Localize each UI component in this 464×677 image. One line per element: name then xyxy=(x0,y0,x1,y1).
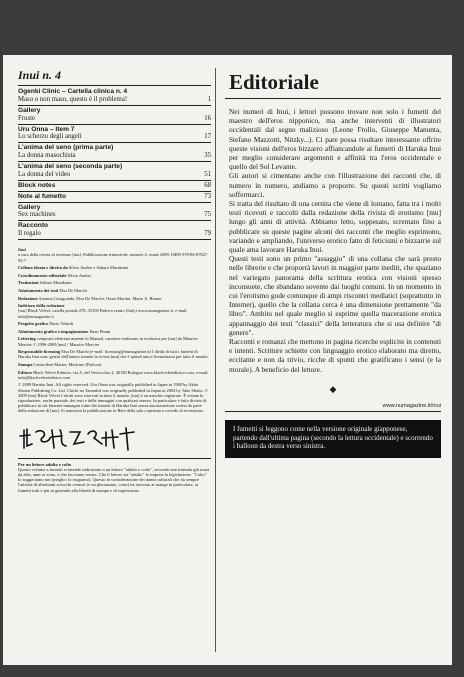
reader-notice-title: Per un lettore adulto e colto xyxy=(18,461,72,467)
toc-entry xyxy=(18,162,211,181)
toc-entry xyxy=(18,192,211,203)
credit-label: Redazione xyxy=(18,295,38,301)
editorial-paragraph: Questi testi sono un primo "assaggio" di una collana che sarà presto nelle librerie e che proporrà lavori in maggior parte inediti, che spaziano nel variegato panorama della scrittura erotica con visioni spesso inconsuete, che sbandano sovente dai luoghi comuni. In un momento in cui l'erotismo gode comunque di ampi riscontri mediatici (soprattutto in Internet), quello che la collana cerca è una dimensione prettamente "da libro". Ambito nel quale meglio si esprime quella macerazione erotica appannaggio dei testi "classici" della letteratura che si usa definire "di genere". xyxy=(229,254,441,337)
credit-value: [mu] Black Velvet, casella postale 278, 35100 Padova centro (Italy) www.numagazine.it, e-mail: info@numagazine.it xyxy=(18,308,188,319)
credit-value: Black Velvet Editrice, via A. del Verrocchio 4, 40138 Bologna www.blackveleteditrice.com, e-mail: info@blackvelvetedtrice.com xyxy=(18,369,209,380)
toc-section: L'anima del seno (seconda parte) xyxy=(18,163,123,171)
credit-value: Arianna Casagrande, Elsa De Marchi, Omar Martini, Mario A. Rumor xyxy=(38,295,162,301)
toc-page-number: 68 xyxy=(204,181,211,189)
toc-page-number: 35 xyxy=(204,152,211,160)
toc-row xyxy=(18,133,211,141)
credit-value: Dario Velardi xyxy=(49,321,74,327)
editorial-paragraph: Gli autori si cimentano anche con l'illustrazione dei racconti che, di numero in numero, andiamo a proporre. Su questi scritti vogliamo soffermarci. xyxy=(229,171,441,199)
author-signature xyxy=(18,424,211,454)
credit-label: Stampa xyxy=(18,361,33,367)
reading-direction-notice: I fumetti si leggono come nella versione originale giapponese, partendo dall'ultima pagina (secondo la lettura occidentale) e scorrendo i balloon da destra verso sinistra. xyxy=(225,420,441,458)
table-of-contents xyxy=(18,87,211,240)
toc-title: La donna masochista xyxy=(18,152,76,160)
toc-section xyxy=(18,182,211,190)
toc-section xyxy=(18,193,211,201)
page xyxy=(3,55,452,665)
toc-title: Fruste xyxy=(18,114,35,122)
toc-page-number: 73 xyxy=(204,192,211,200)
toc-section-label: Note al fumetto xyxy=(18,192,66,200)
right-column xyxy=(225,68,441,458)
toc-section-label: Block notes xyxy=(18,181,56,189)
credit-label: Editore xyxy=(18,369,33,375)
toc-entry xyxy=(18,221,211,240)
website-url[interactable]: www.numagazine.it/inui xyxy=(225,403,441,412)
credit-value: Centroffset Master, Mestrino (Padova) xyxy=(33,361,102,367)
credit-label: Responsabile licensing xyxy=(18,349,61,355)
credit-label: Progetto grafico xyxy=(18,321,49,327)
credit-value: Enzo Pisani xyxy=(89,328,111,334)
toc-row xyxy=(18,96,211,104)
toc-entry xyxy=(18,203,211,222)
credit-label: Adattamento grafico e impaginazione xyxy=(18,328,89,334)
toc-entry xyxy=(18,106,211,125)
credit-value: Elsa De Marchi (e-mail: licensing@numagazine.it) I diritti di tutti i fumetti di Haruka Inui sono gestiti dall'autore tramite la rivista [mu] che è quindi unica licenziataria per tutto il mondo. xyxy=(18,349,209,360)
toc-row xyxy=(18,152,211,160)
credit-label: Indirizzo della redazione xyxy=(18,303,65,309)
toc-row xyxy=(18,115,211,123)
toc-row xyxy=(18,171,211,179)
toc-entry xyxy=(18,143,211,162)
editorial-paragraph: Nei numeri di Inui, i lettori possono trovare non solo i fumetti del maestro dell'eros nipponico, ma anche interventi di illustratori occidentali dal segno malizioso (Leone Frollo, Giuseppe Manunta, Stefano Mazzotti, Nitzky...). Ci pare possa risultare interessante offrire queste visioni dell'eros bizzarro affiancandole ai fumetti di Haruka Inui per meglio considerare argomenti e affinità tra l'eros occidentale e quello del Sol Levante. xyxy=(229,107,441,172)
toc-section: Uru Onna – Item 7 xyxy=(18,125,75,133)
copyright-notice: © 2009 Haruka Inui. All rights reserved. Uru Onna was originally published in Japan in 1988 by Akita Shoten Publishing Co. Ltd. Chichi no Tamashii was originally published in Japan in 2004 by Take Shobo. © 2009 [mu] Black Velvet I diritti sono riservati in tutto il mondo. [mu] è un marchio registrato. È vietata la riproduzione, anche parziale, dei testi e delle immagini con qualsiasi mezzo. In particolare è fatto divieto di pubblicare in siti Internet immagini tratte dai fumetti di Haruka Inui senza autorizzazione scritta da parte della redazione di [mu]. Si autorizza la pubblicazione in Rete della sola copertina a corredo di recensione. xyxy=(18,382,209,414)
toc-section: Gallery xyxy=(18,106,41,114)
toc-page-number: 79 xyxy=(204,230,211,238)
credits-title: Inui xyxy=(18,247,26,253)
toc-row xyxy=(18,230,211,238)
column-divider xyxy=(215,68,216,652)
toc-title: Lo scherzo degli angeli xyxy=(18,133,82,141)
toc-entry xyxy=(18,125,211,144)
toc-section: Ogenki Clinic – Cartella clinica n. 4 xyxy=(18,88,128,95)
toc-title: Sex machines xyxy=(18,211,56,219)
toc-page-number: 17 xyxy=(204,133,211,141)
toc-section: Gallery xyxy=(18,203,41,211)
reader-notice-text: Questo volume a fumetti si intende indirizzato a un lettore "adulto e colto", secondo una formula già usata da altri, anni or sono, e che facciamo nostra. Che il lettore sia "adulto" lo impone la legislazione. "Colto" lo suggeriamo noi (meglio: lo esigiamo). Questo in considerazione dei danni culturali che da sempre l'attività di altrettanti sciocchi censori (e un pleonasmo, certo) ha arrecato ai manga in particolare, ai fumetti tutti e più in generale alla libertà di stampa e di espressione. xyxy=(18,466,210,493)
toc-page-number: 16 xyxy=(204,114,211,122)
diamond-ornament-icon: ◆ xyxy=(329,383,337,394)
toc-page-number: 1 xyxy=(207,95,211,103)
editorial-paragraph: Si tratta del risultato di una cernita che viene di lontano, fatta tra i molti testi ricevuti e raccolti dalla redazione della rivista di erotismo [mu] lungo gli anni di attività. Abbiamo letto, soppesato, scremato fino a pubblicare su queste pagine alcuni dei racconti che meglio esprimono, variando e ampliando, l'universo erotico fatto di feticismi e bizzarrie sul quale ama lavorare Haruka Inui. xyxy=(229,199,441,255)
toc-title: Il regalo xyxy=(18,230,41,238)
left-column xyxy=(18,68,211,493)
editorial-paragraph: Racconti e romanzi che mettono in pagina ricerche esplicite in contenuti e intenti. Scritture schiette con linguaggio erotico elaborato ma diretto, eccitante e non da trivio, ricche di spunti che gratificano i sensi (e la morale). A beneficio del lettore. xyxy=(229,337,441,374)
editorial-title: Editoriale xyxy=(225,68,441,99)
credits xyxy=(18,247,211,413)
credit-value: composto elettronicamente in Manual, carattere realizzato in esclusiva per [mu] da Maurice Mercier © 1996-2009 [mu] / Maurice Mercier xyxy=(18,336,198,347)
credit-value: Silvio Andrei e Saburo Murakami xyxy=(68,265,129,271)
toc-page-number: 75 xyxy=(204,211,211,219)
editorial-body xyxy=(225,107,441,374)
toc-section: L'anima del seno (prima parte) xyxy=(18,144,114,152)
toc-entry xyxy=(18,181,211,192)
credit-label: Collana ideata e diretta da xyxy=(18,265,68,271)
toc-page-number: 51 xyxy=(204,170,211,178)
credit-label: Coordinamento editoriale xyxy=(18,272,67,278)
toc-title: La donna del video xyxy=(18,170,71,178)
toc-entry xyxy=(18,87,211,106)
credit-value: Saburo Murakami xyxy=(39,280,72,286)
toc-title: Maso o non maso, questo è il problema! xyxy=(18,95,128,103)
toc-section: Racconto xyxy=(18,222,49,230)
credit-value: Elsa De Marchi xyxy=(59,287,87,293)
toc-row xyxy=(18,211,211,219)
credit-label: Lettering xyxy=(18,336,36,342)
credit-label: Adattamento dei testi xyxy=(18,287,59,293)
issue-title: Inui n. 4 xyxy=(18,68,211,86)
credits-intro: a cura della rivista di erotismo [mu]. Pubblicazione trimestrale, numero 4, estate 2009. ISBN 978-88-87827-92-7 xyxy=(18,252,209,263)
credit-value: Silvio Andrei xyxy=(67,272,92,278)
reader-notice xyxy=(18,458,211,493)
credit-label: Traduzioni xyxy=(18,280,39,286)
